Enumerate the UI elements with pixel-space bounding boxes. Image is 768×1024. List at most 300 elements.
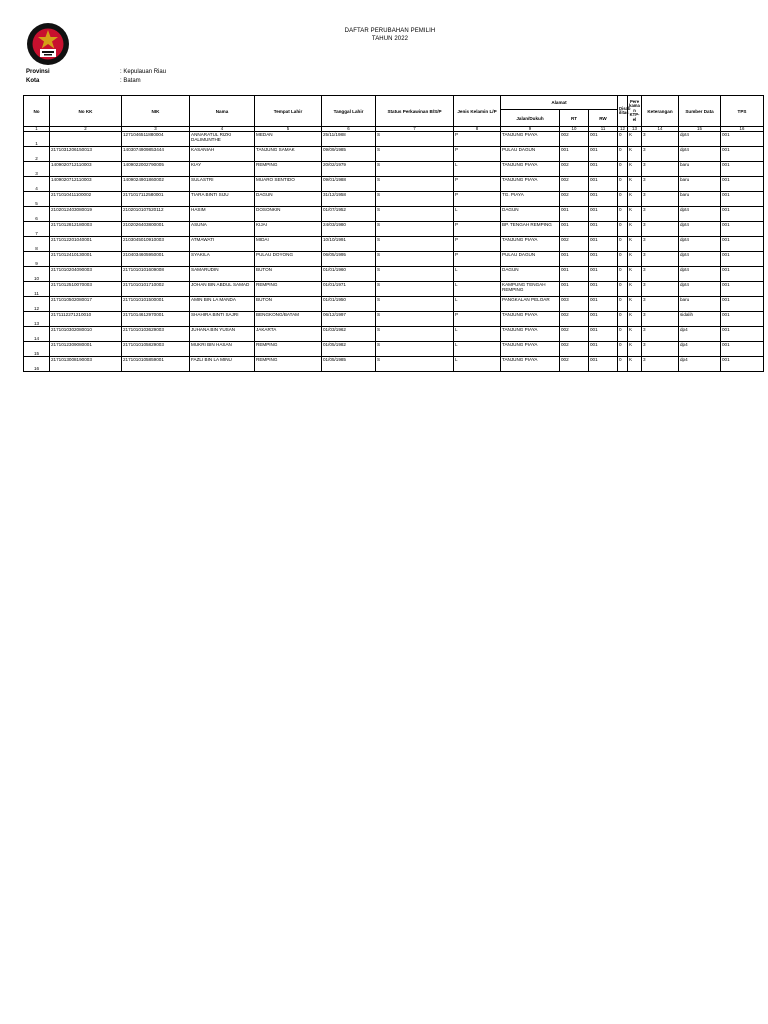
cell-jalan: TANJUNG PIAYA — [501, 357, 560, 372]
cell-nokk: 1409020712110003 — [50, 162, 122, 177]
kota-label: Kota — [26, 78, 40, 84]
cell-nik: 2102026403800001 — [122, 222, 190, 237]
row-number: 10 — [24, 267, 50, 282]
cell-status: S — [376, 357, 454, 372]
header-keterangan: Keterangan — [642, 96, 679, 127]
row-number: 2 — [24, 147, 50, 162]
cell-rt: 002 — [560, 312, 589, 327]
cell-nik: 2171010105829003 — [122, 342, 190, 357]
row-number: 3 — [24, 162, 50, 177]
cell-jenis-kelamin: P — [454, 237, 501, 252]
cell-sumber-data: dpt4 — [679, 282, 721, 297]
header-nokk: No KK — [50, 96, 122, 127]
cell-rw: 001 — [589, 267, 618, 282]
cell-tempat-lahir: MEDAN — [255, 132, 322, 147]
table-row — [24, 162, 764, 177]
table-row — [24, 327, 764, 342]
cell-keterangan: 3 — [642, 132, 679, 147]
column-index-16: 16 — [721, 127, 764, 132]
cell-keterangan: 3 — [642, 147, 679, 162]
table-row — [24, 147, 764, 162]
header-sumber-data: Sumber Data — [679, 96, 721, 127]
row-number: 1 — [24, 132, 50, 147]
cell-nik: 2102010107520112 — [122, 207, 190, 222]
column-index-6: 6 — [322, 127, 376, 132]
cell-jenis-kelamin: L — [454, 342, 501, 357]
cell-disabilitas: 0 — [618, 147, 628, 162]
cell-sumber-data: dpt4 — [679, 207, 721, 222]
cell-tempat-lahir: TANJUNG SAMAK — [255, 147, 322, 162]
cell-jalan: PULAU DAGUN — [501, 252, 560, 267]
cell-tanggal-lahir: 01/03/1962 — [322, 327, 376, 342]
cell-nama: ANNARATUL RIZKI DALIMUNTHE — [190, 132, 255, 147]
cell-nik: 2171010105859001 — [122, 357, 190, 372]
cell-ektp: K — [628, 342, 642, 357]
cell-rt: 001 — [560, 252, 589, 267]
cell-status: S — [376, 207, 454, 222]
cell-sumber-data: baru — [679, 177, 721, 192]
cell-ektp: K — [628, 207, 642, 222]
cell-nokk: 2171010411100002 — [50, 192, 122, 207]
cell-jenis-kelamin: P — [454, 132, 501, 147]
cell-nama: KASANIAH — [190, 147, 255, 162]
header-jenis-kelamin: Jenis Kelamin L/P — [454, 96, 501, 127]
cell-nama: KIAY — [190, 162, 255, 177]
cell-rw: 001 — [589, 222, 618, 237]
cell-nik: 1403074909853444 — [122, 147, 190, 162]
cell-nama: SYAKILA — [190, 252, 255, 267]
cell-keterangan: 3 — [642, 327, 679, 342]
cell-tanggal-lahir: 01/01/1960 — [322, 267, 376, 282]
header-tps: TPS — [721, 96, 764, 127]
kota-row — [26, 78, 141, 84]
cell-sumber-data: baru — [679, 162, 721, 177]
cell-disabilitas: 0 — [618, 297, 628, 312]
table-row — [24, 297, 764, 312]
cell-nama: MUKRI BIN HASAN — [190, 342, 255, 357]
cell-tanggal-lahir: 06/05/1995 — [322, 252, 376, 267]
cell-rt: 002 — [560, 357, 589, 372]
cell-tempat-lahir: BENGKONG/BATAM — [255, 312, 322, 327]
cell-tps: 001 — [721, 132, 764, 147]
table-row — [24, 342, 764, 357]
cell-jenis-kelamin: L — [454, 207, 501, 222]
cell-jalan: PANGKALAN PELOAR — [501, 297, 560, 312]
cell-rw: 001 — [589, 237, 618, 252]
column-index-2: 2 — [50, 127, 122, 132]
cell-tempat-lahir: BUTON — [255, 267, 322, 282]
cell-status: S — [376, 162, 454, 177]
cell-tanggal-lahir: 01/05/1982 — [322, 342, 376, 357]
cell-nik: 2104034605950001 — [122, 252, 190, 267]
provinsi-value: : Kepulauan Riau — [120, 69, 167, 75]
cell-tps: 001 — [721, 147, 764, 162]
cell-status: S — [376, 252, 454, 267]
column-index-3: 3 — [122, 127, 190, 132]
provinsi-row — [26, 69, 166, 75]
cell-jenis-kelamin: P — [454, 147, 501, 162]
cell-rw: 001 — [589, 252, 618, 267]
cell-nokk: 2171012812180003 — [50, 222, 122, 237]
cell-nokk: 2171010502080017 — [50, 297, 122, 312]
cell-jalan: TANJUNG PIAYA — [501, 327, 560, 342]
cell-nama: HASIM — [190, 207, 255, 222]
cell-nokk: 2102012403080019 — [50, 207, 122, 222]
table-body — [24, 132, 764, 372]
cell-disabilitas: 0 — [618, 207, 628, 222]
cell-rw: 001 — [589, 132, 618, 147]
cell-tps: 001 — [721, 192, 764, 207]
table-row — [24, 222, 764, 237]
cell-nokk: 2171012510070003 — [50, 282, 122, 297]
cell-keterangan: 3 — [642, 297, 679, 312]
cell-sumber-data: dp4 — [679, 342, 721, 357]
row-number: 16 — [24, 357, 50, 372]
column-index-7: 7 — [376, 127, 454, 132]
row-number: 8 — [24, 237, 50, 252]
cell-tempat-lahir: PULAU DOYONG — [255, 252, 322, 267]
cell-tps: 001 — [721, 312, 764, 327]
table-row — [24, 177, 764, 192]
cell-tempat-lahir: MIDAI — [255, 237, 322, 252]
cell-disabilitas: 0 — [618, 192, 628, 207]
cell-keterangan: 3 — [642, 342, 679, 357]
cell-nik: 2171014612970001 — [122, 312, 190, 327]
cell-rt: 002 — [560, 162, 589, 177]
cell-jalan: DAGUN — [501, 267, 560, 282]
cell-rt: 002 — [560, 327, 589, 342]
cell-status: S — [376, 267, 454, 282]
header-no: No — [24, 96, 50, 127]
header-tanggal-lahir: Tanggal Lahir — [322, 96, 376, 127]
cell-tempat-lahir: JAKARTA — [255, 327, 322, 342]
cell-keterangan: 3 — [642, 252, 679, 267]
cell-status: S — [376, 192, 454, 207]
cell-rt: 001 — [560, 222, 589, 237]
cell-nik: 1409024901860002 — [122, 177, 190, 192]
cell-rt: 001 — [560, 282, 589, 297]
cell-tempat-lahir: BUTON — [255, 297, 322, 312]
cell-tempat-lahir: REMPING — [255, 342, 322, 357]
cell-keterangan: 3 — [642, 207, 679, 222]
cell-jalan: TANJUNG PIAYA — [501, 312, 560, 327]
cell-ektp: K — [628, 237, 642, 252]
cell-rw: 001 — [589, 207, 618, 222]
voter-change-table — [23, 95, 764, 372]
cell-ektp: K — [628, 162, 642, 177]
header-alamat: Alamat — [501, 96, 618, 110]
cell-keterangan: 3 — [642, 282, 679, 297]
row-number: 12 — [24, 297, 50, 312]
cell-ektp: K — [628, 222, 642, 237]
table-row — [24, 237, 764, 252]
row-number: 5 — [24, 192, 50, 207]
cell-nama: FAZLI BIN LA MINU — [190, 357, 255, 372]
cell-nik: 2171010101609008 — [122, 267, 190, 282]
cell-keterangan: 3 — [642, 162, 679, 177]
cell-rw: 001 — [589, 192, 618, 207]
cell-jenis-kelamin: P — [454, 222, 501, 237]
cell-sumber-data: baru — [679, 192, 721, 207]
cell-ektp: K — [628, 282, 642, 297]
cell-tps: 001 — [721, 357, 764, 372]
cell-rt: 002 — [560, 342, 589, 357]
cell-nik: 1409022002790005 — [122, 162, 190, 177]
cell-nokk: 2171012410130001 — [50, 252, 122, 267]
cell-rt: 002 — [560, 237, 589, 252]
column-index-4: 4 — [190, 127, 255, 132]
cell-jenis-kelamin: L — [454, 267, 501, 282]
cell-rw: 001 — [589, 177, 618, 192]
cell-tanggal-lahir: 01/05/1985 — [322, 357, 376, 372]
cell-disabilitas: 0 — [618, 177, 628, 192]
cell-ektp: K — [628, 267, 642, 282]
table-row — [24, 252, 764, 267]
cell-nama: TIARA BINTI SIJU — [190, 192, 255, 207]
cell-nik: 2171010103629003 — [122, 327, 190, 342]
cell-tps: 001 — [721, 297, 764, 312]
cell-status: S — [376, 177, 454, 192]
cell-nama: ATMAWATI — [190, 237, 255, 252]
cell-tps: 001 — [721, 237, 764, 252]
cell-rw: 001 — [589, 357, 618, 372]
cell-status: S — [376, 312, 454, 327]
cell-jalan: BP. TENGAH REMPING — [501, 222, 560, 237]
header-nik: NIK — [122, 96, 190, 127]
cell-rt: 001 — [560, 267, 589, 282]
title-line-1: DAFTAR PERUBAHAN PEMILIH — [344, 28, 436, 34]
cell-sumber-data: dpt4 — [679, 132, 721, 147]
cell-keterangan: 3 — [642, 192, 679, 207]
column-index-11: 11 — [589, 127, 618, 132]
cell-rt: 001 — [560, 207, 589, 222]
cell-nokk: 2171012309080001 — [50, 342, 122, 357]
cell-tanggal-lahir: 01/07/1952 — [322, 207, 376, 222]
header-disabilitas: Disab ilitas — [618, 96, 628, 127]
cell-jalan: TANJUNG PIAYA — [501, 132, 560, 147]
provinsi-label: Provinsi — [26, 69, 50, 75]
cell-tps: 001 — [721, 267, 764, 282]
document-title — [300, 27, 480, 43]
row-number: 14 — [24, 327, 50, 342]
cell-rw: 001 — [589, 312, 618, 327]
row-number: 11 — [24, 282, 50, 297]
header-rw: RW — [589, 110, 618, 127]
cell-status: S — [376, 297, 454, 312]
cell-tps: 001 — [721, 342, 764, 357]
cell-ektp: K — [628, 177, 642, 192]
cell-nama: AMIN BIN LA MANDA — [190, 297, 255, 312]
table-row — [24, 132, 764, 147]
cell-jenis-kelamin: P — [454, 192, 501, 207]
cell-rw: 001 — [589, 342, 618, 357]
cell-nokk: 2171031206150013 — [50, 147, 122, 162]
column-index-1: 1 — [24, 127, 50, 132]
cell-disabilitas: 0 — [618, 357, 628, 372]
cell-rt: 001 — [560, 147, 589, 162]
cell-ektp: K — [628, 132, 642, 147]
row-number: 4 — [24, 177, 50, 192]
kpu-logo — [26, 22, 70, 66]
cell-disabilitas: 0 — [618, 237, 628, 252]
cell-status: S — [376, 342, 454, 357]
cell-disabilitas: 0 — [618, 252, 628, 267]
cell-disabilitas: 0 — [618, 162, 628, 177]
cell-disabilitas: 0 — [618, 267, 628, 282]
header-row — [24, 96, 764, 110]
table-row — [24, 267, 764, 282]
cell-nik: 2103045010910003 — [122, 237, 190, 252]
cell-tanggal-lahir: 01/01/1971 — [322, 282, 376, 297]
cell-jenis-kelamin: P — [454, 252, 501, 267]
cell-jenis-kelamin: P — [454, 177, 501, 192]
column-index-12: 12 — [618, 127, 628, 132]
cell-jalan: PULAU DAGUN — [501, 147, 560, 162]
cell-sumber-data: sidalih — [679, 312, 721, 327]
cell-disabilitas: 0 — [618, 327, 628, 342]
cell-sumber-data: dpt4 — [679, 237, 721, 252]
title-line-2: TAHUN 2022 — [371, 36, 409, 42]
cell-nama: SULASTRI — [190, 177, 255, 192]
header-tempat-lahir: Tempat Lahir — [255, 96, 322, 127]
table-row — [24, 207, 764, 222]
cell-disabilitas: 0 — [618, 282, 628, 297]
cell-tanggal-lahir: 10/10/1991 — [322, 237, 376, 252]
cell-tps: 001 — [721, 252, 764, 267]
cell-jalan: DAGUN — [501, 207, 560, 222]
cell-sumber-data: dpt4 — [679, 222, 721, 237]
column-index-15: 15 — [679, 127, 721, 132]
cell-nama: JUHANA BIN YUSAN — [190, 327, 255, 342]
cell-ektp: K — [628, 312, 642, 327]
cell-nokk: 2171010302080010 — [50, 327, 122, 342]
cell-rw: 001 — [589, 297, 618, 312]
cell-jenis-kelamin: P — [454, 312, 501, 327]
cell-nik: 2171010101710002 — [122, 282, 190, 297]
cell-disabilitas: 0 — [618, 222, 628, 237]
cell-sumber-data: dp4 — [679, 327, 721, 342]
cell-status: S — [376, 237, 454, 252]
cell-rt: 002 — [560, 192, 589, 207]
cell-sumber-data: dpt4 — [679, 147, 721, 162]
cell-tanggal-lahir: 01/01/1950 — [322, 297, 376, 312]
cell-jalan: TANJUNG PIAYA — [501, 177, 560, 192]
row-number: 13 — [24, 312, 50, 327]
cell-tps: 001 — [721, 282, 764, 297]
cell-keterangan: 3 — [642, 177, 679, 192]
cell-tempat-lahir: KIJAI — [255, 222, 322, 237]
cell-nik: 2171010101500001 — [122, 297, 190, 312]
cell-rw: 001 — [589, 147, 618, 162]
row-number: 15 — [24, 342, 50, 357]
cell-ektp: K — [628, 297, 642, 312]
cell-nama: SHAHIRA BINTI SAJRI — [190, 312, 255, 327]
row-number: 6 — [24, 207, 50, 222]
cell-rw: 001 — [589, 162, 618, 177]
cell-jalan: TANJUNG PIAYA — [501, 162, 560, 177]
cell-tempat-lahir: DOSONKIN — [255, 207, 322, 222]
cell-nama: JOHAN BIN ABDUL SAMAD — [190, 282, 255, 297]
column-index-9: 9 — [501, 127, 560, 132]
cell-jenis-kelamin: L — [454, 297, 501, 312]
table-row — [24, 357, 764, 372]
cell-tempat-lahir: DAGUN — [255, 192, 322, 207]
cell-jenis-kelamin: L — [454, 282, 501, 297]
table-row — [24, 282, 764, 297]
cell-status: S — [376, 222, 454, 237]
cell-tps: 001 — [721, 222, 764, 237]
cell-tanggal-lahir: 20/02/1979 — [322, 162, 376, 177]
cell-ektp: K — [628, 327, 642, 342]
header-jalan: Jalan/Dukuh — [501, 110, 560, 127]
cell-rt: 003 — [560, 297, 589, 312]
cell-tempat-lahir: REMPING — [255, 282, 322, 297]
column-index-5: 5 — [255, 127, 322, 132]
cell-tps: 001 — [721, 327, 764, 342]
cell-nokk: 2171010204090003 — [50, 267, 122, 282]
cell-ektp: K — [628, 192, 642, 207]
cell-tps: 001 — [721, 162, 764, 177]
row-number: 7 — [24, 222, 50, 237]
cell-rw: 001 — [589, 327, 618, 342]
cell-tempat-lahir: REMPING — [255, 162, 322, 177]
header-status: Status Perkawinan B/S/P — [376, 96, 454, 127]
cell-status: S — [376, 132, 454, 147]
cell-nik: 1271046511880004 — [122, 132, 190, 147]
header-nama: Nama — [190, 96, 255, 127]
header-ektp: Pere kama n KTP-el — [628, 96, 642, 127]
header-rt: RT — [560, 110, 589, 127]
cell-keterangan: 3 — [642, 222, 679, 237]
cell-status: S — [376, 327, 454, 342]
cell-keterangan: 3 — [642, 267, 679, 282]
cell-jalan: TG. PIAYA — [501, 192, 560, 207]
cell-tanggal-lahir: 09/09/1985 — [322, 147, 376, 162]
cell-status: S — [376, 282, 454, 297]
cell-status: S — [376, 147, 454, 162]
column-index-8: 8 — [454, 127, 501, 132]
cell-rt: 002 — [560, 177, 589, 192]
cell-jenis-kelamin: L — [454, 162, 501, 177]
cell-tempat-lahir: MUARO SENTIDO — [255, 177, 322, 192]
cell-sumber-data: baru — [679, 297, 721, 312]
row-number: 9 — [24, 252, 50, 267]
cell-tanggal-lahir: 24/03/1980 — [322, 222, 376, 237]
cell-jalan: TANJUNG PIAYA — [501, 237, 560, 252]
cell-jalan: KAMPUNG TENGAH REMPING — [501, 282, 560, 297]
cell-ektp: K — [628, 252, 642, 267]
column-index-10: 10 — [560, 127, 589, 132]
cell-jenis-kelamin: L — [454, 327, 501, 342]
cell-disabilitas: 0 — [618, 342, 628, 357]
cell-nama: ASUNA — [190, 222, 255, 237]
cell-ektp: K — [628, 147, 642, 162]
cell-jalan: TANJUNG PIAYA — [501, 342, 560, 357]
cell-sumber-data: dp4 — [679, 357, 721, 372]
column-index-13: 13 — [628, 127, 642, 132]
cell-tanggal-lahir: 25/11/1988 — [322, 132, 376, 147]
cell-tanggal-lahir: 06/12/1997 — [322, 312, 376, 327]
cell-sumber-data: dpt4 — [679, 267, 721, 282]
cell-sumber-data: dpt4 — [679, 252, 721, 267]
cell-nokk: 2171013008190003 — [50, 357, 122, 372]
cell-tps: 001 — [721, 207, 764, 222]
cell-nama: SAMARUDIN — [190, 267, 255, 282]
table-row — [24, 192, 764, 207]
cell-keterangan: 3 — [642, 357, 679, 372]
cell-tps: 001 — [721, 177, 764, 192]
cell-rw: 001 — [589, 282, 618, 297]
